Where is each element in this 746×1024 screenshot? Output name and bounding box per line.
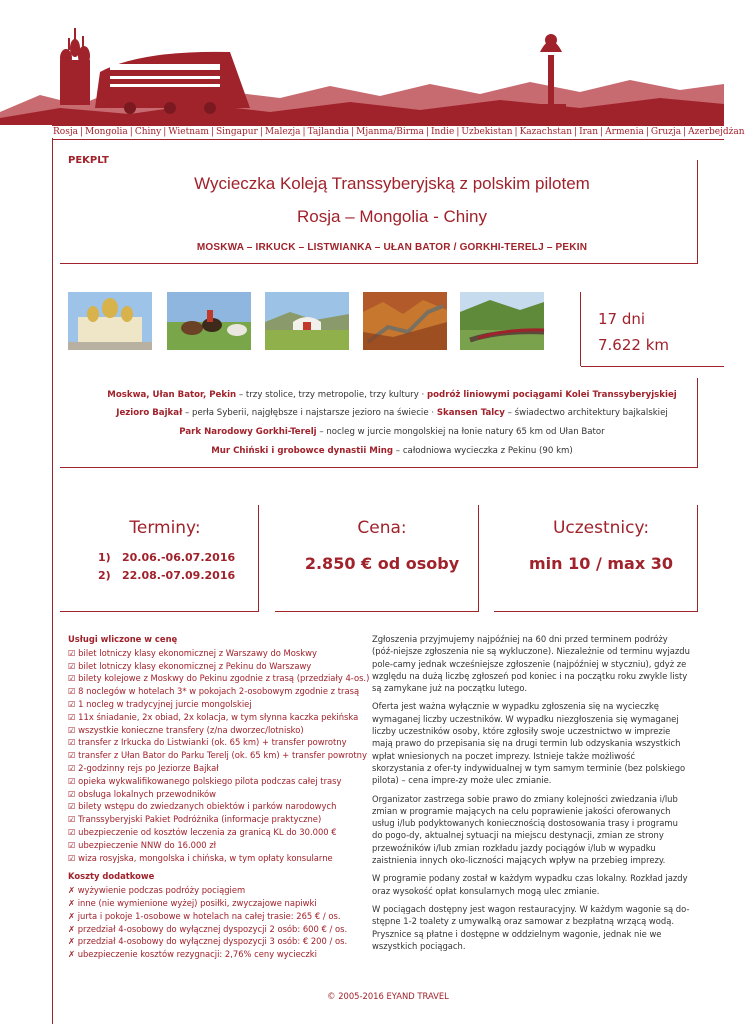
extra-item — [68, 910, 340, 923]
country-link[interactable]: Kazachstan — [519, 127, 573, 137]
photo-mongolia-horses — [167, 292, 251, 350]
train-icon — [95, 52, 250, 114]
extra-heading: Koszty dodatkowe — [68, 871, 155, 882]
included-item — [68, 698, 340, 711]
included-text: ubezpieczenie NNW do 16.000 zł — [78, 839, 217, 850]
highlight-bold: Mur Chiński i grobowce dynastii Ming — [211, 446, 394, 456]
extra-text: ubezpieczenie kosztów rezygnacji: 2,76% ceny wycieczki — [77, 949, 317, 960]
included-item — [68, 813, 340, 826]
checkbox-icon: ☑ — [68, 801, 79, 812]
extra-text: przedział 4-osobowy do wyłącznej dyspozycji 3 osób: € 200 / os. — [77, 936, 348, 947]
included-item — [68, 852, 340, 865]
extra-item — [68, 884, 340, 897]
included-item — [68, 711, 359, 724]
extra-text: inne (nie wymienione wyżej) posiłki, zwyczajowe napiwki — [77, 897, 317, 908]
photo-yurt — [265, 292, 349, 350]
divider — [60, 467, 698, 468]
checkbox-icon: ☑ — [68, 788, 79, 799]
highlight-bold: podróż liniowymi pociągami Kolei Transsyberyjskiej — [427, 390, 677, 400]
separator: | — [645, 127, 649, 137]
checkbox-icon: ☑ — [68, 737, 79, 748]
header-banner-illustration — [0, 0, 724, 125]
included-text: ubezpieczenie od kosztów leczenia za granicą KL do 30.000 € — [78, 826, 337, 837]
highlight-text: – perła Syberii, najgłębsze i najstarsze jezioro na świecie · — [182, 408, 437, 418]
included-text: 1 nocleg w tradycyjnej jurcie mongolskiej — [78, 698, 252, 709]
checkbox-icon: ☑ — [68, 826, 79, 837]
separator: | — [514, 127, 518, 137]
country-nav — [52, 125, 745, 140]
photo-trans-siberian-train — [460, 292, 544, 350]
included-text: bilet lotniczy klasy ekonomicznej z Pekinu do Warszawy — [78, 660, 312, 671]
terms-list — [98, 549, 235, 585]
checkbox-icon: ☑ — [68, 711, 79, 722]
highlight-text: – nocleg w jurcie mongolskiej na łonie natury 65 km od Ułan Bator — [316, 427, 605, 437]
highlight-line — [60, 408, 724, 418]
trip-days: 17 dni — [598, 310, 646, 328]
checkbox-icon: ☑ — [68, 839, 79, 850]
cross-icon: ✗ — [68, 936, 78, 947]
extra-item — [68, 897, 340, 910]
country-link[interactable]: Chiny — [134, 127, 162, 137]
footer-copyright: © 2005-2016 EYAND TRAVEL — [327, 991, 449, 1001]
extra-text: wyżywienie podczas podróży pociągiem — [77, 885, 246, 896]
info-paragraph: Organizator zastrzega sobie prawo do zmiany kolejności zwiedzania i/lub zmian w programie mających na celu poprawienie jakości oferowanych usług i/lub podyktowanych koniecznością dostosowania trasy i programu do pogo-dy, aktualnej sytuacji na miejscu destynacji, zmian ze strony przewoźników i/lub zmian rozkładu jazdy pociągów i/lub w wypadku zaistnienia innych oko-liczności mających wpływ na przebieg imprezy. — [372, 793, 678, 866]
cross-icon: ✗ — [68, 910, 78, 921]
included-text: obsługa lokalnych przewodników — [78, 788, 216, 799]
included-item — [68, 660, 340, 673]
country-link[interactable]: Gruzja — [650, 127, 682, 137]
separator: | — [259, 127, 263, 137]
highlight-bold: Jezioro Bajkał — [116, 408, 183, 418]
extra-item — [68, 948, 340, 961]
included-text: 11x śniadanie, 2x obiad, 2x kolacja, w tym słynna kaczka pekińska — [78, 711, 359, 722]
separator: | — [425, 127, 429, 137]
trip-stats — [598, 306, 669, 358]
country-link[interactable]: Tajlandia — [307, 127, 350, 137]
divider — [275, 611, 479, 612]
included-item — [68, 762, 340, 775]
included-item — [68, 724, 340, 737]
included-item — [68, 647, 340, 660]
term-item: 2) 22.08.-07.09.2016 — [98, 569, 236, 582]
included-item — [68, 826, 340, 839]
tour-code: PEKPLT — [68, 155, 109, 166]
included-text: 8 noclegów w hotelach 3* w pokojach 2-osobowym zgodnie z trasą — [78, 686, 360, 697]
included-text: bilety wstępu do zwiedzanych obiektów i parków narodowych — [78, 801, 337, 812]
checkbox-icon: ☑ — [68, 686, 79, 697]
terms-heading: Terminy: — [129, 518, 201, 538]
left-vertical-rule — [52, 138, 53, 1024]
highlight-text: – całodniowa wycieczka z Pekinu (90 km) — [393, 446, 573, 456]
included-item — [68, 788, 340, 801]
checkbox-icon: ☑ — [68, 698, 79, 709]
page-subtitle: Rosja – Mongolia - Chiny — [297, 207, 487, 226]
photo-great-wall — [363, 292, 447, 350]
included-text: Transsyberyjski Pakiet Podróżnika (informacje praktyczne) — [78, 814, 322, 825]
included-text: transfer z Ułan Bator do Parku Terelj (ok. 65 km) + transfer powrotny — [78, 750, 367, 761]
info-paragraph: W programie podany został w każdym wypadku czas lokalny. Rozkład jazdy oraz wysokość opłat konsularnych mogą ulec zmianie. — [372, 873, 688, 896]
highlight-bold: Moskwa, Ułan Bator, Pekin — [107, 390, 237, 400]
services-column — [68, 633, 370, 961]
included-item — [68, 672, 370, 685]
checkbox-icon: ☑ — [68, 852, 79, 863]
included-item — [68, 685, 360, 698]
highlight-text: – świadectwo architektury bajkalskiej — [504, 408, 668, 418]
route-line: MOSKWA – IRKUCK – LISTWIANKA – UŁAN BATOR / GORKHI-TERELJ – PEKIN — [196, 242, 588, 253]
page-title: Wycieczka Koleją Transsyberyjską z polskim pilotem — [194, 174, 590, 193]
country-link[interactable]: Mongolia — [85, 127, 128, 137]
separator: | — [129, 127, 133, 137]
checkbox-icon: ☑ — [68, 762, 79, 773]
included-text: opieka wykwalifikowanego polskiego pilota podczas całej trasy — [78, 775, 342, 786]
cross-icon: ✗ — [68, 897, 78, 908]
divider — [60, 263, 698, 264]
checkbox-icon: ☑ — [68, 660, 79, 671]
separator: | — [351, 127, 355, 137]
checkbox-icon: ☑ — [68, 814, 79, 825]
info-paragraph: W pociągach dostępny jest wagon restauracyjny. W każdym wagonie są do-stępne 1-2 toalety z umywalką oraz samowar z bezpłatną wrzącą wodą. Prysznice są płatne i dostępne w oddzielnym wagonie, jednak nie we wszystkich pociągach. — [372, 903, 690, 951]
checkbox-icon: ☑ — [68, 673, 79, 684]
country-link[interactable]: Malezja — [264, 127, 301, 137]
separator: | — [79, 127, 84, 137]
included-item — [68, 736, 347, 749]
term-item: 1) 20.06.-06.07.2016 — [98, 551, 236, 564]
included-text: bilety kolejowe z Moskwy do Pekinu zgodnie z trasą (przedziały 4-os.) — [78, 673, 370, 684]
price-value: 2.850 € od osoby — [304, 554, 460, 573]
highlight-bold: Park Narodowy Gorkhi-Terelj — [179, 427, 317, 437]
country-link[interactable]: Azerbejdżan — [688, 127, 745, 137]
included-item — [68, 775, 340, 788]
extra-text: przedział 4-osobowy do wyłącznej dyspozycji 2 osób: 600 € / os. — [77, 923, 348, 934]
included-item — [68, 839, 340, 852]
extra-item — [68, 923, 348, 936]
country-link[interactable]: Mjanma/Birma — [356, 127, 424, 137]
participants-heading: Uczestnicy: — [552, 518, 650, 538]
separator: | — [600, 127, 604, 137]
highlight-bold: Skansen Talcy — [436, 408, 505, 418]
divider — [580, 292, 581, 366]
cross-icon: ✗ — [68, 923, 78, 934]
checkbox-icon: ☑ — [68, 724, 79, 735]
info-paragraph: Zgłoszenia przyjmujemy najpóźniej na 60 dni przed terminem podróży (póź-niejsze zgłoszenia nie są wykluczone). Niezależnie od terminu wyjazdu pole-camy jednak wcześniejsze zgłoszenie (najpóźniej w styczniu), gdyż ze względu na dużą liczbę zgłoszeń pod koniec i na początku roku zwykle listy są zamykane już na początku lutego. — [372, 634, 690, 694]
country-link[interactable]: Singapur — [215, 127, 258, 137]
separator: | — [456, 127, 460, 137]
highlight-line — [60, 390, 724, 400]
trip-distance: 7.622 km — [598, 336, 670, 354]
checkbox-icon: ☑ — [68, 647, 79, 658]
cross-icon: ✗ — [68, 885, 78, 896]
extra-item — [68, 935, 348, 948]
country-link[interactable]: Iran — [579, 127, 599, 137]
included-text: transfer z Irkucka do Listwianki (ok. 65 km) + transfer powrotny — [78, 737, 347, 748]
photo-moscow-kremlin — [68, 292, 152, 350]
checkbox-icon: ☑ — [68, 775, 79, 786]
included-item — [68, 749, 367, 762]
included-heading: Usługi wliczone w cenę — [68, 634, 178, 644]
divider — [60, 611, 259, 612]
country-link[interactable]: Indie — [431, 127, 455, 137]
divider — [494, 611, 698, 612]
separator: | — [163, 127, 167, 137]
kremlin-icon — [60, 28, 90, 105]
country-link[interactable]: Rosja — [53, 127, 78, 137]
participants-value: min 10 / max 30 — [529, 554, 673, 573]
highlight-line — [60, 427, 724, 437]
info-column — [372, 633, 690, 958]
divider — [697, 160, 698, 264]
included-text: 2-godzinny rejs po Jeziorze Bajkał — [78, 762, 219, 773]
separator: | — [574, 127, 578, 137]
highlight-line — [60, 446, 724, 456]
included-text: bilet lotniczy klasy ekonomicznej z Warszawy do Moskwy — [78, 647, 317, 658]
included-text: wszystkie konieczne transfery (z/na dworzec/lotnisko) — [78, 724, 304, 735]
divider — [697, 378, 698, 468]
checkbox-icon: ☑ — [68, 750, 79, 761]
divider — [581, 366, 724, 367]
country-link[interactable]: Armenia — [605, 127, 644, 137]
country-link[interactable]: Wietnam — [168, 127, 209, 137]
included-text: wiza rosyjska, mongolska i chińska, w tym opłaty konsularne — [78, 852, 333, 863]
separator: | — [302, 127, 306, 137]
country-link[interactable]: Uzbekistan — [461, 127, 513, 137]
separator: | — [210, 127, 214, 137]
extra-text: jurta i pokoje 1-osobowe w hotelach na całej trasie: 265 € / os. — [77, 910, 341, 921]
separator: | — [683, 127, 687, 137]
included-item — [68, 800, 340, 813]
highlight-text: – trzy stolice, trzy metropolie, trzy kultury · — [236, 390, 427, 400]
cross-icon: ✗ — [68, 949, 78, 960]
info-paragraph: Oferta jest ważna wyłącznie w wypadku zgłoszenia się na wycieczkę wymaganej liczby uczestników. W wypadku niezgłoszenia się wymaganej liczby uczestników osoby, które zgłosiły swoje uczestnictwo w imprezie mają prawo do przepisania się na drugi termin lub odzyskania wszystkich wpłat wniesionych na poczet imprezy. Istnieje także możliwość skorzystania z ofer-ty indywidualnej w tym samym terminie (bez polskiego pilota) – cena impre-zy może ulec zmianie. — [372, 701, 686, 786]
price-heading: Cena: — [357, 518, 407, 538]
